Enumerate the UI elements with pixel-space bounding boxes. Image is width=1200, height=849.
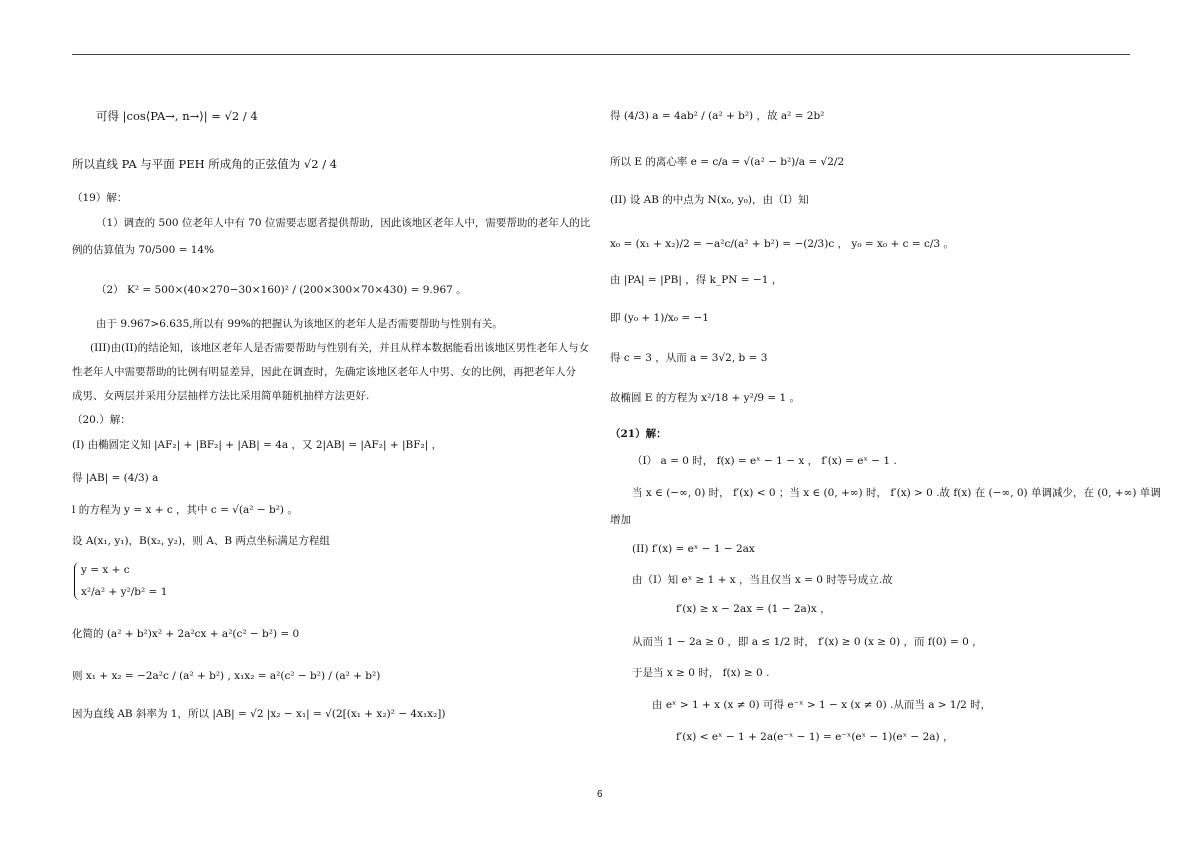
q21-line6: f′(x) ≥ x − 2ax = (1 − 2a)x ， [676,603,831,615]
q20-line5: 化简的 (a² + b²)x² + 2a²cx + a²(c² − b²) = 0 [72,628,300,640]
q20-line4: 设 A(x₁, y₁)，B(x₂, y₂)，则 A、B 两点坐标满足方程组 [72,535,330,547]
q21-line3: 增加 [610,514,631,526]
q19-part3-a: (III)由(II)的结论知，该地区老年人是否需要帮助与性别有关，并且从样本数据能看出该地区男性老年人与女 [90,342,590,354]
r-line7: 得 c = 3 ，从而 a = 3√2, b = 3 [610,352,768,364]
q19-part3-b: 性老年人中需要帮助的比例有明显差异，因此在调查时，先确定该地区老年人中男、女的比例，再把老年人分 [72,366,576,378]
q19-part1-b: 例的估算值为 70/500 = 14% [72,244,215,256]
q21-line7: 从而当 1 − 2a ≥ 0 ，即 a ≤ 1/2 时， f′(x) ≥ 0 (x ≥ 0) ，而 f(0) = 0 ， [632,636,983,648]
q20-line3: l 的方程为 y = x + c ，其中 c = √(a² − b²) 。 [72,504,298,516]
r-line1: 得 (4/3) a = 4ab² / (a² + b²) ，故 a² = 2b² [610,110,825,122]
q19-part2: （2） K² = 500×(40×270−30×160)² / (200×300×70×430) = 9.967 。 [96,284,467,296]
text-line-sine: 所以直线 PA 与平面 PEH 所成角的正弦值为 √2 / 4 [72,157,338,171]
q20-system-eq1: y = x + c [81,564,130,576]
r-line3: (II) 设 AB 的中点为 N(x₀, y₀)，由（I）知 [610,194,809,206]
q19-part3-c: 成男、女两层并采用分层抽样方法比采用简单随机抽样方法更好. [72,390,370,402]
r-line2: 所以 E 的离心率 e = c/a = √(a² − b²)/a = √2/2 [610,156,845,168]
q21-line9: 由 eˣ > 1 + x (x ≠ 0) 可得 e⁻ˣ > 1 − x (x ≠ 0) .从而当 a > 1/2 时， [652,699,992,711]
equation-system-brace [74,562,167,600]
header-rule [72,54,1130,55]
q21-line8: 于是当 x ≥ 0 时， f(x) ≥ 0 . [632,667,770,679]
q20-line7: 因为直线 AB 斜率为 1，所以 |AB| = √2 |x₂ − x₁| = √(2[(x₁ + x₂)² − 4x₁x₂]) [72,708,446,720]
q21-line1: （I） a = 0 时， f(x) = eˣ − 1 − x ， f′(x) = eˣ − 1 . [632,455,897,467]
r-line6: 即 (y₀ + 1)/x₀ = −1 [610,312,709,324]
q21-line2: 当 x ∈ (−∞, 0) 时， f′(x) < 0 ；当 x ∈ (0, +∞) 时， f′(x) > 0 .故 f(x) 在 (−∞, 0) 单调减少，在 (0, +∞) 单调 [632,487,1161,499]
r-line4: x₀ = (x₁ + x₂)/2 = −a²c/(a² + b²) = −(2/3)c ， y₀ = x₀ + c = c/3 。 [610,238,954,250]
q19-part1-a: （1）调查的 500 位老年人中有 70 位需要志愿者提供帮助，因此该地区老年人中，需要帮助的老年人的比 [96,217,591,229]
page-number: 6 [597,789,603,800]
q20-line2: 得 |AB| = (4/3) a [72,472,159,484]
q20-line6: 则 x₁ + x₂ = −2a²c / (a² + b²) , x₁x₂ = a²(c² − b²) / (a² + b²) [72,670,381,682]
heading-q19: （19）解： [72,192,128,204]
q21-line10: f′(x) < eˣ − 1 + 2a(e⁻ˣ − 1) = e⁻ˣ(eˣ − 1)(eˣ − 2a) ， [676,731,954,743]
q19-part2-conclusion: 由于 9.967>6.635,所以有 99%的把握认为该地区的老年人是否需要帮助与性别有关。 [96,318,503,330]
text-line-cos: 可得 |cos⟨PA→, n→⟩| = √2 / 4 [96,109,258,123]
r-line8: 故椭圆 E 的方程为 x²/18 + y²/9 = 1 。 [610,392,801,404]
heading-q20: （20.）解： [72,414,131,426]
q21-line5: 由（I）知 eˣ ≥ 1 + x ，当且仅当 x = 0 时等号成立.故 [632,574,893,586]
r-line5: 由 |PA| = |PB| ，得 k_PN = −1 ， [610,274,783,286]
q21-line4: (II) f′(x) = eˣ − 1 − 2ax [632,543,755,555]
heading-q21: （21）解： [610,428,667,440]
q20-system [74,562,167,600]
q20-line1: (I) 由椭圆定义知 |AF₂| + |BF₂| + |AB| = 4a ，又 2|AB| = |AF₂| + |BF₂| ， [72,439,443,451]
q20-system-eq2: x²/a² + y²/b² = 1 [81,586,168,598]
